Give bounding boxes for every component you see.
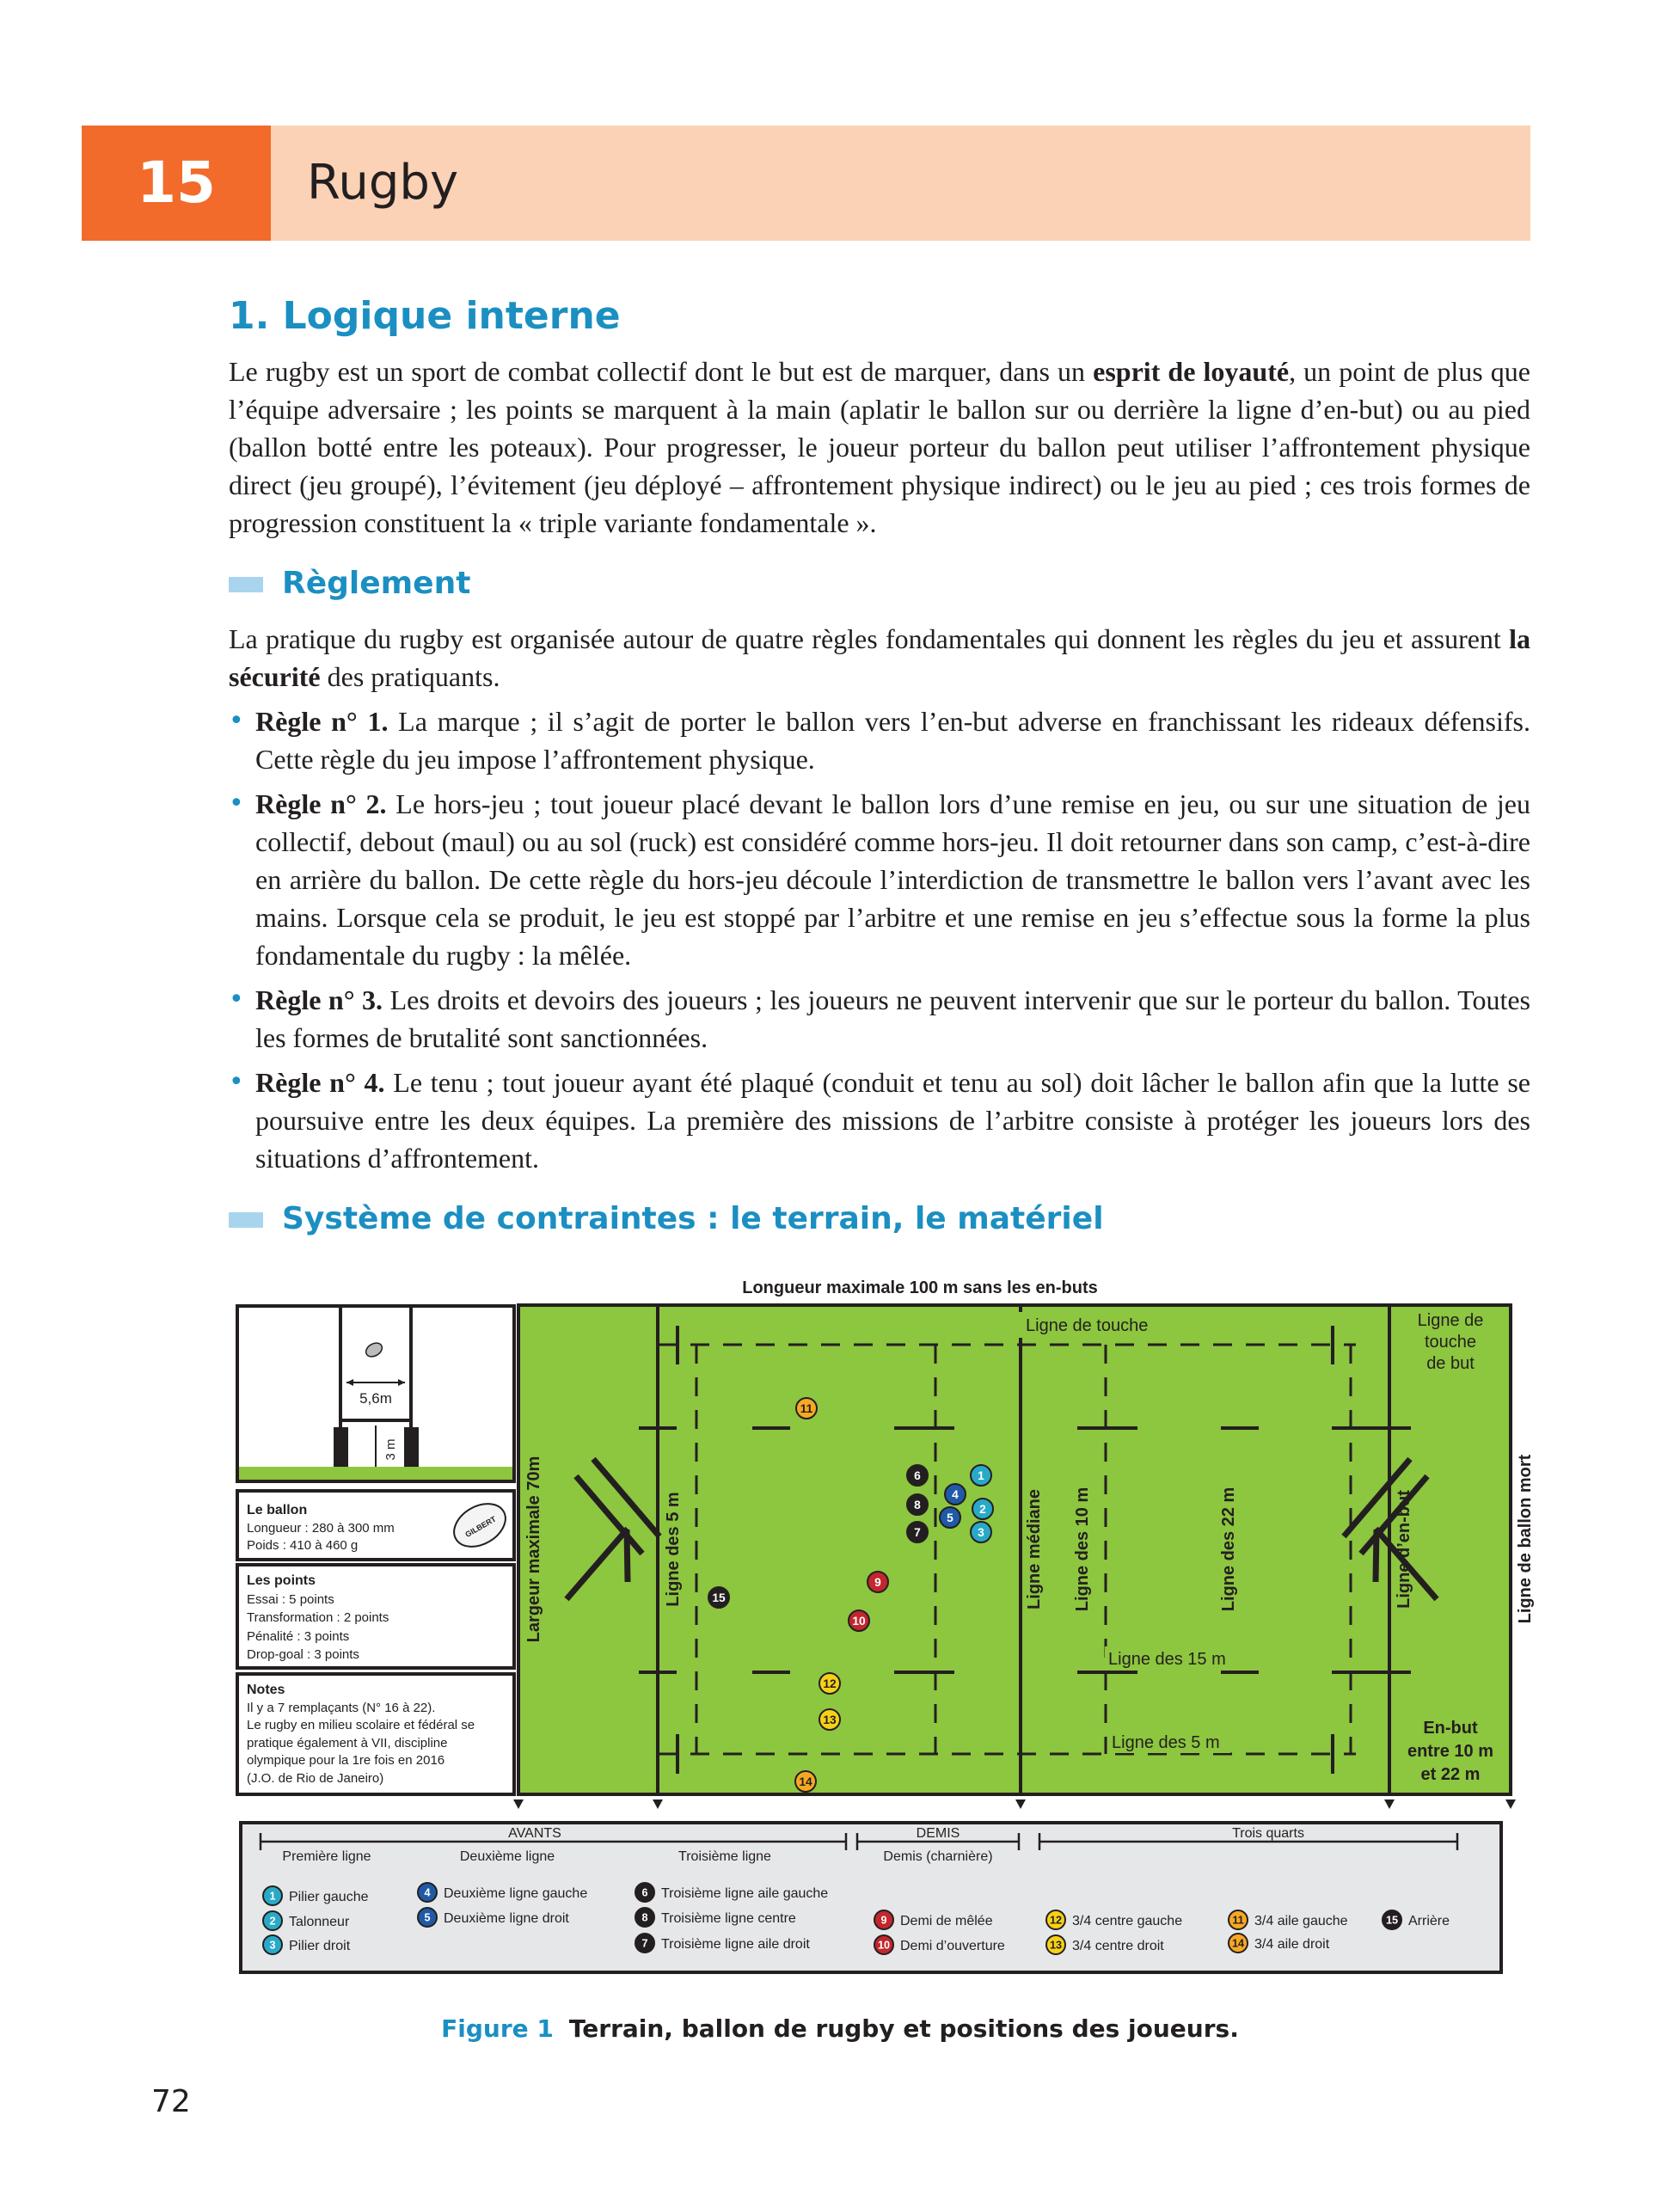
text-run: Le rugby est un sport de combat collectif dont le but est de marquer, dans un [229,356,1094,387]
player-11-marker [1229,1910,1248,1929]
svg-text:13: 13 [1049,1939,1063,1952]
svg-text:1: 1 [269,1890,276,1903]
goal-width-label: 5,6m [359,1390,392,1407]
notes-line: (J.O. de Rio de Janeiro) [247,1771,384,1786]
label-en-but-zone: et 22 m [1420,1765,1481,1784]
player-4-marker [945,1484,966,1505]
svg-text:1: 1 [978,1469,984,1483]
player-15-marker [708,1587,729,1608]
ballon-title: Le ballon [247,1503,308,1517]
legend-label: Pilier droit [289,1939,351,1953]
positions-panel [241,1823,1501,1972]
player-7-marker [635,1934,654,1953]
points-title: Les points [247,1573,316,1588]
legend-label: Demi d’ouverture [900,1939,1005,1953]
player-2-marker [972,1499,993,1519]
player-13-marker [819,1709,840,1730]
svg-text:12: 12 [823,1677,837,1691]
svg-text:11: 11 [1232,1914,1244,1927]
subgroup-demis: Demis (charnière) [883,1849,993,1864]
points-line: Drop-goal : 3 points [247,1647,359,1662]
svg-text:3: 3 [978,1526,984,1540]
contraintes-title: Système de contraintes : le terrain, le matériel [282,1201,1104,1236]
legend-label: 3/4 aile droit [1254,1937,1330,1952]
paragraph-logique [229,353,1530,542]
svg-text:7: 7 [641,1937,648,1950]
legend-label: Pilier gauche [289,1890,369,1904]
player-4-marker [418,1883,437,1902]
svg-text:13: 13 [823,1714,837,1727]
legend-label: Troisième ligne aile droit [661,1937,810,1952]
points-line: Essai : 5 points [247,1592,334,1607]
bullet-icon: • [229,1067,244,1097]
player-11-marker [796,1398,817,1419]
svg-text:14: 14 [799,1775,812,1789]
svg-text:15: 15 [712,1591,726,1605]
label-en-but-zone: entre 10 m [1407,1742,1494,1761]
heading-marker [229,577,263,592]
player-2-marker [263,1911,282,1930]
points-line: Transformation : 2 points [247,1610,389,1625]
points-info-box [237,1565,514,1668]
player-3-marker [263,1935,282,1954]
svg-text:6: 6 [641,1886,648,1899]
svg-text:4: 4 [952,1488,959,1502]
label-en-but-zone: En-but [1423,1719,1478,1738]
notes-line: olympique pour la 1re fois en 2016 [247,1753,445,1768]
label-touche-but: Ligne de [1417,1311,1484,1330]
svg-text:15: 15 [1385,1914,1399,1927]
label-largeur: Largeur maximale 70m [524,1456,543,1643]
rule-label: Règle n° 1. [255,706,389,737]
legend-label: Demi de mêlée [900,1914,993,1928]
ball-brand: GILBERT [463,1514,498,1539]
chapter-title-band [271,126,1530,241]
label-5m-horizontal: Ligne des 5 m [1112,1733,1220,1752]
svg-text:7: 7 [914,1526,921,1540]
player-8-marker [907,1494,928,1515]
player-6-marker [635,1883,654,1902]
player-9-marker [874,1910,893,1929]
svg-text:14: 14 [1231,1937,1245,1950]
svg-text:2: 2 [269,1915,276,1928]
svg-text:5: 5 [424,1911,431,1924]
ballon-line: Longueur : 280 à 300 mm [247,1521,395,1536]
ballon-line: Poids : 410 à 460 g [247,1538,359,1553]
rule-item [229,1064,1530,1177]
svg-text:11: 11 [800,1402,813,1416]
goal-height-label: 3 m [383,1438,398,1461]
label-touche-but: touche [1424,1333,1477,1352]
legend-label: Deuxième ligne droit [444,1911,569,1926]
player-1-marker [263,1886,282,1905]
subgroup-troisieme: Troisième ligne [678,1849,771,1864]
rule-item [229,785,1530,974]
player-10-marker [874,1935,893,1954]
caption-label: Figure 1 [441,2014,554,2043]
label-touche-but: de but [1426,1354,1475,1373]
player-7-marker [907,1522,928,1542]
rugby-field-figure [236,1272,1535,2029]
label-en-but-line: Ligne d’en-but [1395,1490,1413,1609]
subgroup-deuxieme: Deuxième ligne [459,1849,555,1864]
svg-text:6: 6 [914,1469,921,1483]
player-15-marker [1383,1910,1401,1929]
bullet-icon: • [229,706,244,736]
heading-marker [229,1212,263,1228]
text-run: des pratiquants. [320,661,500,692]
notes-line: Il y a 7 remplaçants (N° 16 à 22). [247,1701,436,1715]
player-5-marker [940,1507,960,1528]
legend-label: Arrière [1408,1914,1450,1928]
rule-label: Règle n° 3. [255,984,383,1015]
label-ballon-mort: Ligne de ballon mort [1516,1454,1535,1624]
rule-text: Le hors-jeu ; tout joueur placé devant le ballon lors d’une remise en jeu, ou sur une situation de jeu collectif, debout (maul) ou au sol (ruck) est considéré comme hors-jeu. Il doit retourner dans son camp, c’est-à-dire en arrière du ballon. De cette règle du hors-jeu découle l’interdiction de transmettre le ballon vers l’avant avec les mains. Lorsque cela se produit, le jeu est stoppé par l’arbitre et une remise en jeu s’effectue sous la forme la plus fondamentale du rugby : la mêlée. [255,788,1531,971]
notes-line: Le rugby en milieu scolaire et fédéral se [247,1718,475,1732]
player-3-marker [971,1522,991,1542]
label-22m: Ligne des 22 m [1219,1487,1238,1612]
chapter-number-box [82,126,271,241]
section-title-logique: 1. Logique interne [229,294,621,338]
player-1-marker [971,1465,991,1486]
legend-label: Talonneur [289,1915,350,1929]
chapter-number: 15 [137,150,216,216]
rule-item [229,702,1530,778]
svg-text:8: 8 [641,1911,648,1924]
paragraph-reglement [229,620,1530,696]
rule-item [229,981,1530,1057]
text-run: , un point de plus que l’équipe adversaire ; les points se marquent à la main (aplatir le ballon sur ou derrière la ligne d’en-but) ou au pied (ballon botté entre les poteaux). Pour progresser, le joueur porteur du ballon peut utiliser l’affrontement physique direct (jeu groupé), l’évitement (jeu déployé – affrontement physique indirect) ou le jeu au pied ; ces trois formes de progression constituent la « triple variante fondamentale ». [229,356,1531,538]
emphasis-text: esprit de loyauté [1093,356,1290,387]
rule-text: Le tenu ; tout joueur ayant été plaqué (conduit et tenu au sol) doit lâcher le ballon afin que la lutte se poursuive entre les deux équipes. La première des missions de l’arbitre consiste à protéger les joueurs lors des situations d’affrontement. [255,1067,1531,1174]
subgroup-premiere: Première ligne [282,1849,371,1864]
label-longueur: Longueur maximale 100 m sans les en-buts [742,1278,1098,1297]
group-avants: AVANTS [508,1826,561,1841]
notes-title: Notes [247,1683,285,1697]
caption-text: Terrain, ballon de rugby et positions des joueurs. [568,2014,1239,2043]
label-5m-vertical: Ligne des 5 m [664,1492,683,1607]
svg-text:10: 10 [852,1615,866,1628]
svg-text:4: 4 [424,1886,431,1899]
notes-info-box [237,1674,514,1794]
legend-label: Troisième ligne centre [661,1911,796,1926]
player-12-marker [819,1673,840,1694]
svg-text:8: 8 [914,1499,921,1512]
rule-text: La marque ; il s’agit de porter le ballon vers l’en-but adverse en franchissant les rideaux défensifs. Cette règle du jeu impose l’affrontement physique. [255,706,1531,775]
section-title-contraintes [229,1201,1104,1236]
label-15m: Ligne des 15 m [1108,1650,1226,1669]
rule-label: Règle n° 4. [255,1067,385,1098]
page-number: 72 [151,2084,191,2119]
label-touche: Ligne de touche [1026,1316,1149,1335]
rule-label: Règle n° 2. [255,788,387,819]
player-6-marker [907,1465,928,1486]
ballon-info-box [237,1491,514,1560]
legend-label: 3/4 centre droit [1072,1939,1164,1953]
legend-label: Troisième ligne aile gauche [661,1886,829,1901]
svg-text:9: 9 [874,1576,881,1590]
svg-text:5: 5 [947,1511,953,1525]
group-trois-quarts: Trois quarts [1232,1826,1304,1841]
bullet-icon: • [229,788,244,818]
section-title-reglement [229,566,470,601]
figure-caption [0,2014,1680,2043]
reglement-title: Règlement [282,566,471,601]
legend-label: 3/4 aile gauche [1254,1914,1348,1928]
emphasis-text: la sécurité [229,623,1530,692]
player-14-marker [1229,1934,1248,1953]
player-14-marker [795,1771,816,1792]
bullet-icon: • [229,984,244,1015]
svg-text:2: 2 [979,1503,986,1517]
player-10-marker [849,1610,869,1631]
notes-line: pratique également à VII, discipline [247,1736,448,1750]
player-13-marker [1046,1935,1065,1954]
label-mediane: Ligne médiane [1025,1488,1044,1610]
svg-text:3: 3 [269,1939,276,1952]
svg-text:9: 9 [880,1914,887,1927]
legend-label: Deuxième ligne gauche [444,1886,588,1901]
text-run: La pratique du rugby est organisée autour de quatre règles fondamentales qui donnent les règles du jeu et assurent [229,623,1510,654]
player-8-marker [635,1908,654,1927]
svg-text:10: 10 [877,1939,891,1952]
legend-label: 3/4 centre gauche [1072,1914,1183,1928]
rugby-field [513,1305,1535,1809]
goal-posts-panel [237,1306,514,1481]
player-9-marker [868,1572,888,1592]
label-10m: Ligne des 10 m [1073,1487,1092,1612]
player-5-marker [418,1908,437,1927]
svg-text:12: 12 [1049,1914,1063,1927]
rule-text: Les droits et devoirs des joueurs ; les joueurs ne peuvent intervenir que sur le porteur du ballon. Toutes les formes de brutalité sont sanctionnées. [255,984,1531,1053]
chapter-title: Rugby [307,155,459,211]
player-12-marker [1046,1910,1065,1929]
group-demis: DEMIS [916,1826,960,1841]
points-line: Pénalité : 3 points [247,1629,350,1644]
